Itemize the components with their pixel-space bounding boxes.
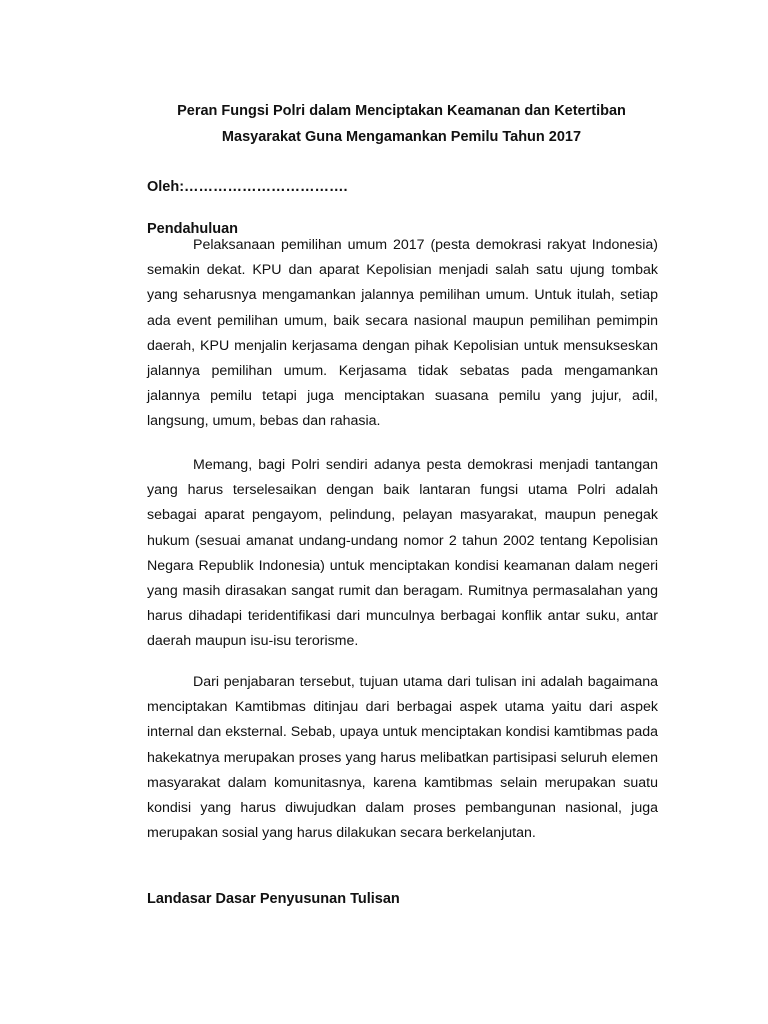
section-heading-landasan: Landasar Dasar Penyusunan Tulisan — [147, 891, 400, 907]
author-line: Oleh:……………………………. — [147, 179, 348, 195]
paragraph-3: Dari penjabaran tersebut, tujuan utama dari tulisan ini adalah bagaimana menciptakan Kamtibmas ditinjau dari berbagai aspek utama yaitu dari aspek internal dan eksternal. Sebab, upaya untuk menciptakan kondisi kamtibmas pada hakekatnya merupakan proses yang harus melibatkan partisipasi seluruh elemen masyarakat dalam komunitasnya, karena kamtibmas selain merupakan suatu kondisi yang harus diwujudkan dalam proses pembangunan nasional, juga merupakan sosial yang harus dilakukan secara berkelanjutan. — [147, 674, 658, 842]
paragraph-1: Pelaksanaan pemilihan umum 2017 (pesta demokrasi rakyat Indonesia) semakin dekat. KPU dan aparat Kepolisian menjadi salah satu ujung tombak yang seharusnya mengamankan jalannya pemilihan umum. Untuk itulah, setiap ada event pemilihan umum, baik secara nasional maupun pemilihan pemimpin daerah, KPU menjalin kerjasama dengan pihak Kepolisian untuk mensukseskan jalannya pemilihan umum. Kerjasama tidak sebatas pada mengamankan jalannya pemilu tetapi juga menciptakan suasana pemilu yang jujur, adil, langsung, umum, bebas dan rahasia. — [147, 237, 658, 430]
title-line-1: Peran Fungsi Polri dalam Menciptakan Keamanan dan Ketertiban — [177, 103, 626, 119]
paragraph-2: Memang, bagi Polri sendiri adanya pesta demokrasi menjadi tantangan yang harus terselesaikan dengan baik lantaran fungsi utama Polri adalah sebagai aparat pengayom, pelindung, pelayan masyarakat, maupun penegak hukum (sesuai amanat undang-undang nomor 2 tahun 2002 tentang Kepolisian Negara Republik Indonesia) untuk menciptakan kondisi keamanan dalam negeri yang masih dirasakan sangat rumit dan beragam. Rumitnya permasalahan yang harus dihadapi teridentifikasi dari munculnya berbagai konflik antar suku, antar daerah maupun isu-isu terorisme. — [147, 457, 658, 650]
document-title — [120, 98, 683, 150]
title-line-2: Masyarakat Guna Mengamankan Pemilu Tahun 2017 — [221, 129, 582, 145]
section-heading-pendahuluan: Pendahuluan — [147, 221, 239, 237]
